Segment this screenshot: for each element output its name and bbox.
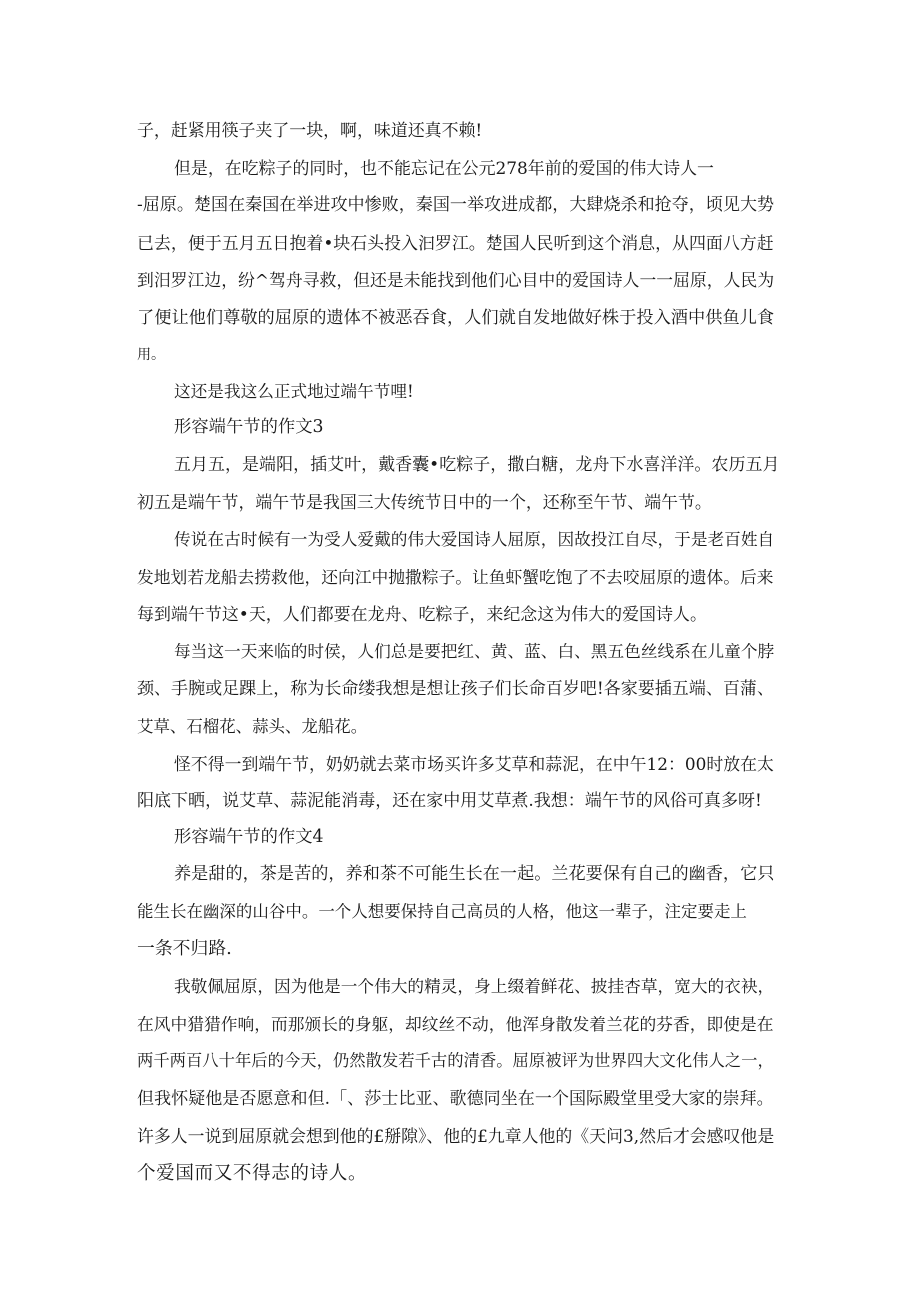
text-line: 初五是端午节，端午节是我国三大传统节日中的一个，还称至午节、端午节。 bbox=[137, 492, 712, 512]
text-line: 怪不得一到端午节，奶奶就去菜市场买许多艾草和蒜泥，在中午12：00时放在太 bbox=[174, 754, 774, 774]
text-line: 但我怀疑他是否愿意和但.「、莎士比亚、歌德同坐在一个国际殿堂里受大家的崇拜。 bbox=[137, 1089, 774, 1109]
text-line: 在风中猎猎作响，而那颁长的身躯，却纹丝不动，他浑身散发着兰花的芬香，即使是在 bbox=[137, 1014, 774, 1034]
text-line: 我敬佩屈原，因为他是一个伟大的精灵，身上缀着鲜花、披挂杏草，宽大的衣袂， bbox=[174, 977, 775, 996]
text-line: 这还是我这么正式地过端午节哩! bbox=[174, 382, 414, 401]
text-line: 阳底下晒，说艾草、蒜泥能消毒，还在家中用艾草煮.我想：端午节的风俗可真多呀! bbox=[137, 791, 762, 811]
text-line: 能生长在幽深的山谷中。一个人想要保持自己高员的人格，他这一辈子，注定要走上 bbox=[137, 902, 747, 921]
text-line: 艾草、石榴花、蒜头、龙船花。 bbox=[137, 717, 368, 736]
text-line: 但是，在吃粽子的同时，也不能忘记在公元278年前的爱国的伟大诗人一 bbox=[174, 158, 714, 178]
section-heading: 形容端午节的作文4 bbox=[174, 827, 324, 847]
text-line: 已去，便于五月五日抱着•块石头投入汩罗江。楚国人民听到这个消息，从四面八方赶 bbox=[137, 233, 774, 253]
text-line: 两千两百八十年后的今天，仍然散发若千古的清香。屈原被评为世界四大文化伟人之一， bbox=[137, 1051, 774, 1070]
text-line: 五月五，是端阳，插艾叶，戴香囊•吃粽子，撒白糖，龙舟下水喜洋洋。农历五月 bbox=[174, 455, 780, 475]
text-line: 每当这一天来临的时侯，人们总是要把红、黄、蓝、白、黑五色丝线系在儿童个脖 bbox=[174, 642, 775, 661]
text-line: 每到端午节这•天，人们都要在龙舟、吃粽子，来纪念这为伟大的爱国诗人。 bbox=[137, 604, 707, 624]
text-line: 用。 bbox=[137, 347, 166, 363]
text-line: 子，赶紧用筷子夹了一块，啊，味道还真不赖! bbox=[137, 120, 483, 140]
text-line: -屈原。楚国在秦国在举进攻中惨败，秦国一举攻进成都，大肆烧杀和抢夺，顷见大势 bbox=[137, 195, 775, 215]
section-heading: 形容端午节的作文3 bbox=[174, 417, 324, 437]
text-line: 养是甜的，茶是苦的，养和茶不可能生长在一起。兰花要保有自己的幽香，它只 bbox=[174, 864, 775, 884]
text-line: 了便让他们尊敬的屈原的遗体不被恶吞食，人们就自发地做好株于投入酒中供鱼儿食 bbox=[137, 308, 775, 328]
text-line: 许多人一说到屈原就会想到他的£掰隙》、他的£九章人他的《天问3,然后才会感叹他是 bbox=[137, 1126, 775, 1146]
text-line: 到汨罗江边，纷^驾舟寻救，但还是未能找到他们心目中的爱国诗人一一屈原，人民为 bbox=[137, 270, 775, 290]
text-line: 传说在古时候有一为受人爱戴的伟大爱国诗人屈原，因故投江自尽，于是老百姓自 bbox=[174, 530, 775, 549]
text-line: 发地划若龙船去捞救他，还向江中抛撒粽子。让鱼虾蟹吃饱了不去咬屈原的遗体。后来 bbox=[137, 567, 774, 587]
text-line: 颈、手腕或足踝上，称为长命缕我想是想让孩子们长命百岁吧!各家要插五端、百蒲、 bbox=[137, 679, 774, 699]
text-line: 一条不归路. bbox=[137, 938, 232, 959]
text-line: 个爱国而又不得志的诗人。 bbox=[137, 1163, 368, 1184]
